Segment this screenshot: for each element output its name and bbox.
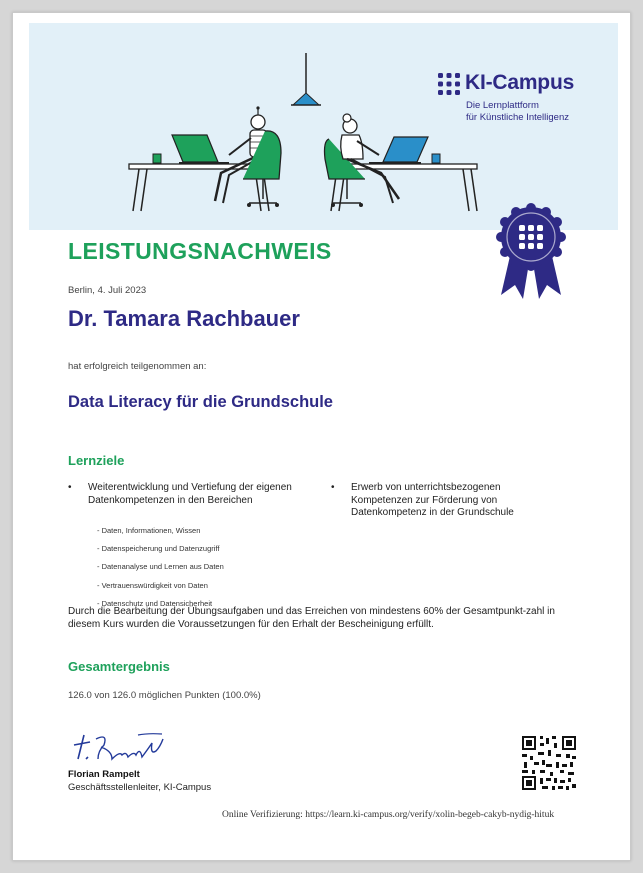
signature: [68, 729, 168, 771]
brand-name: KI-Campus: [465, 71, 575, 94]
qr-code-icon[interactable]: [520, 734, 578, 792]
learning-goal-subitem: - Datenanalyse und Lernen aus Daten: [97, 562, 224, 572]
header-illustration-panel: [29, 23, 618, 230]
brand-tagline-line1: Die Lernplattform: [466, 100, 539, 111]
course-title: Data Literacy für die Grundschule: [68, 393, 333, 411]
learning-goal-right: [331, 482, 541, 520]
learning-goal-subitem: - Daten, Informationen, Wissen: [97, 526, 201, 535]
result-points: 126.0 von 126.0 möglichen Punkten (100.0%): [68, 690, 261, 701]
participation-statement: hat erfolgreich teilgenommen an:: [68, 361, 207, 372]
learning-goal-left-text: Weiterentwicklung und Vertiefung der eigenen Datenkompetenzen in den Bereichen: [88, 482, 292, 506]
learning-goal-right-text: Erwerb von unterrichtsbezogenen Kompetenzen zur Förderung von Datenkompetenz in der Grundschule: [351, 482, 514, 518]
certificate-title: LEISTUNGSNACHWEIS: [68, 238, 332, 264]
completion-summary: Durch die Bearbeitung der Übungsaufgaben und das Erreichen von mindestens 60% der Gesamtpunkt-zahl in diesem Kurs wurden die Voraussetzungen für den Erhalt der Bescheinigung erfüllt.: [68, 606, 555, 630]
bullet: •: [68, 482, 72, 493]
recipient-name: Dr. Tamara Rachbauer: [68, 306, 300, 331]
ki-campus-seal-rosette-icon: [491, 203, 571, 299]
result-heading: Gesamtergebnis: [68, 659, 170, 674]
place-date: Berlin, 4. Juli 2023: [68, 285, 147, 296]
signatory-role: Geschäftsstellenleiter, KI-Campus: [68, 782, 212, 793]
ki-campus-dot-grid-icon: [437, 72, 461, 96]
robot-and-person-at-desks-illustration: [29, 23, 618, 230]
brand-tagline: [466, 100, 569, 124]
certificate-page: [12, 12, 631, 861]
bullet: •: [331, 482, 335, 493]
brand-tagline-line2: für Künstliche Intelligenz: [466, 112, 569, 123]
learning-goal-subitem: - Datenschutz und Datensicherheit: [97, 598, 213, 608]
learning-goal-subitem: - Vertrauenswürdigkeit von Daten: [97, 580, 208, 590]
learning-goal-left: [68, 482, 338, 608]
learning-goal-subitems: [97, 526, 337, 617]
verification-link[interactable]: Online Verifizierung: https://learn.ki-campus.org/verify/xolin-begeb-cakyb-nydig-hituk: [222, 810, 555, 820]
learning-goal-subitem: - Datenspeicherung und Datenzugriff: [97, 544, 220, 554]
learning-goals-heading: Lernziele: [68, 453, 125, 468]
signatory-name: Florian Rampelt: [68, 769, 140, 780]
